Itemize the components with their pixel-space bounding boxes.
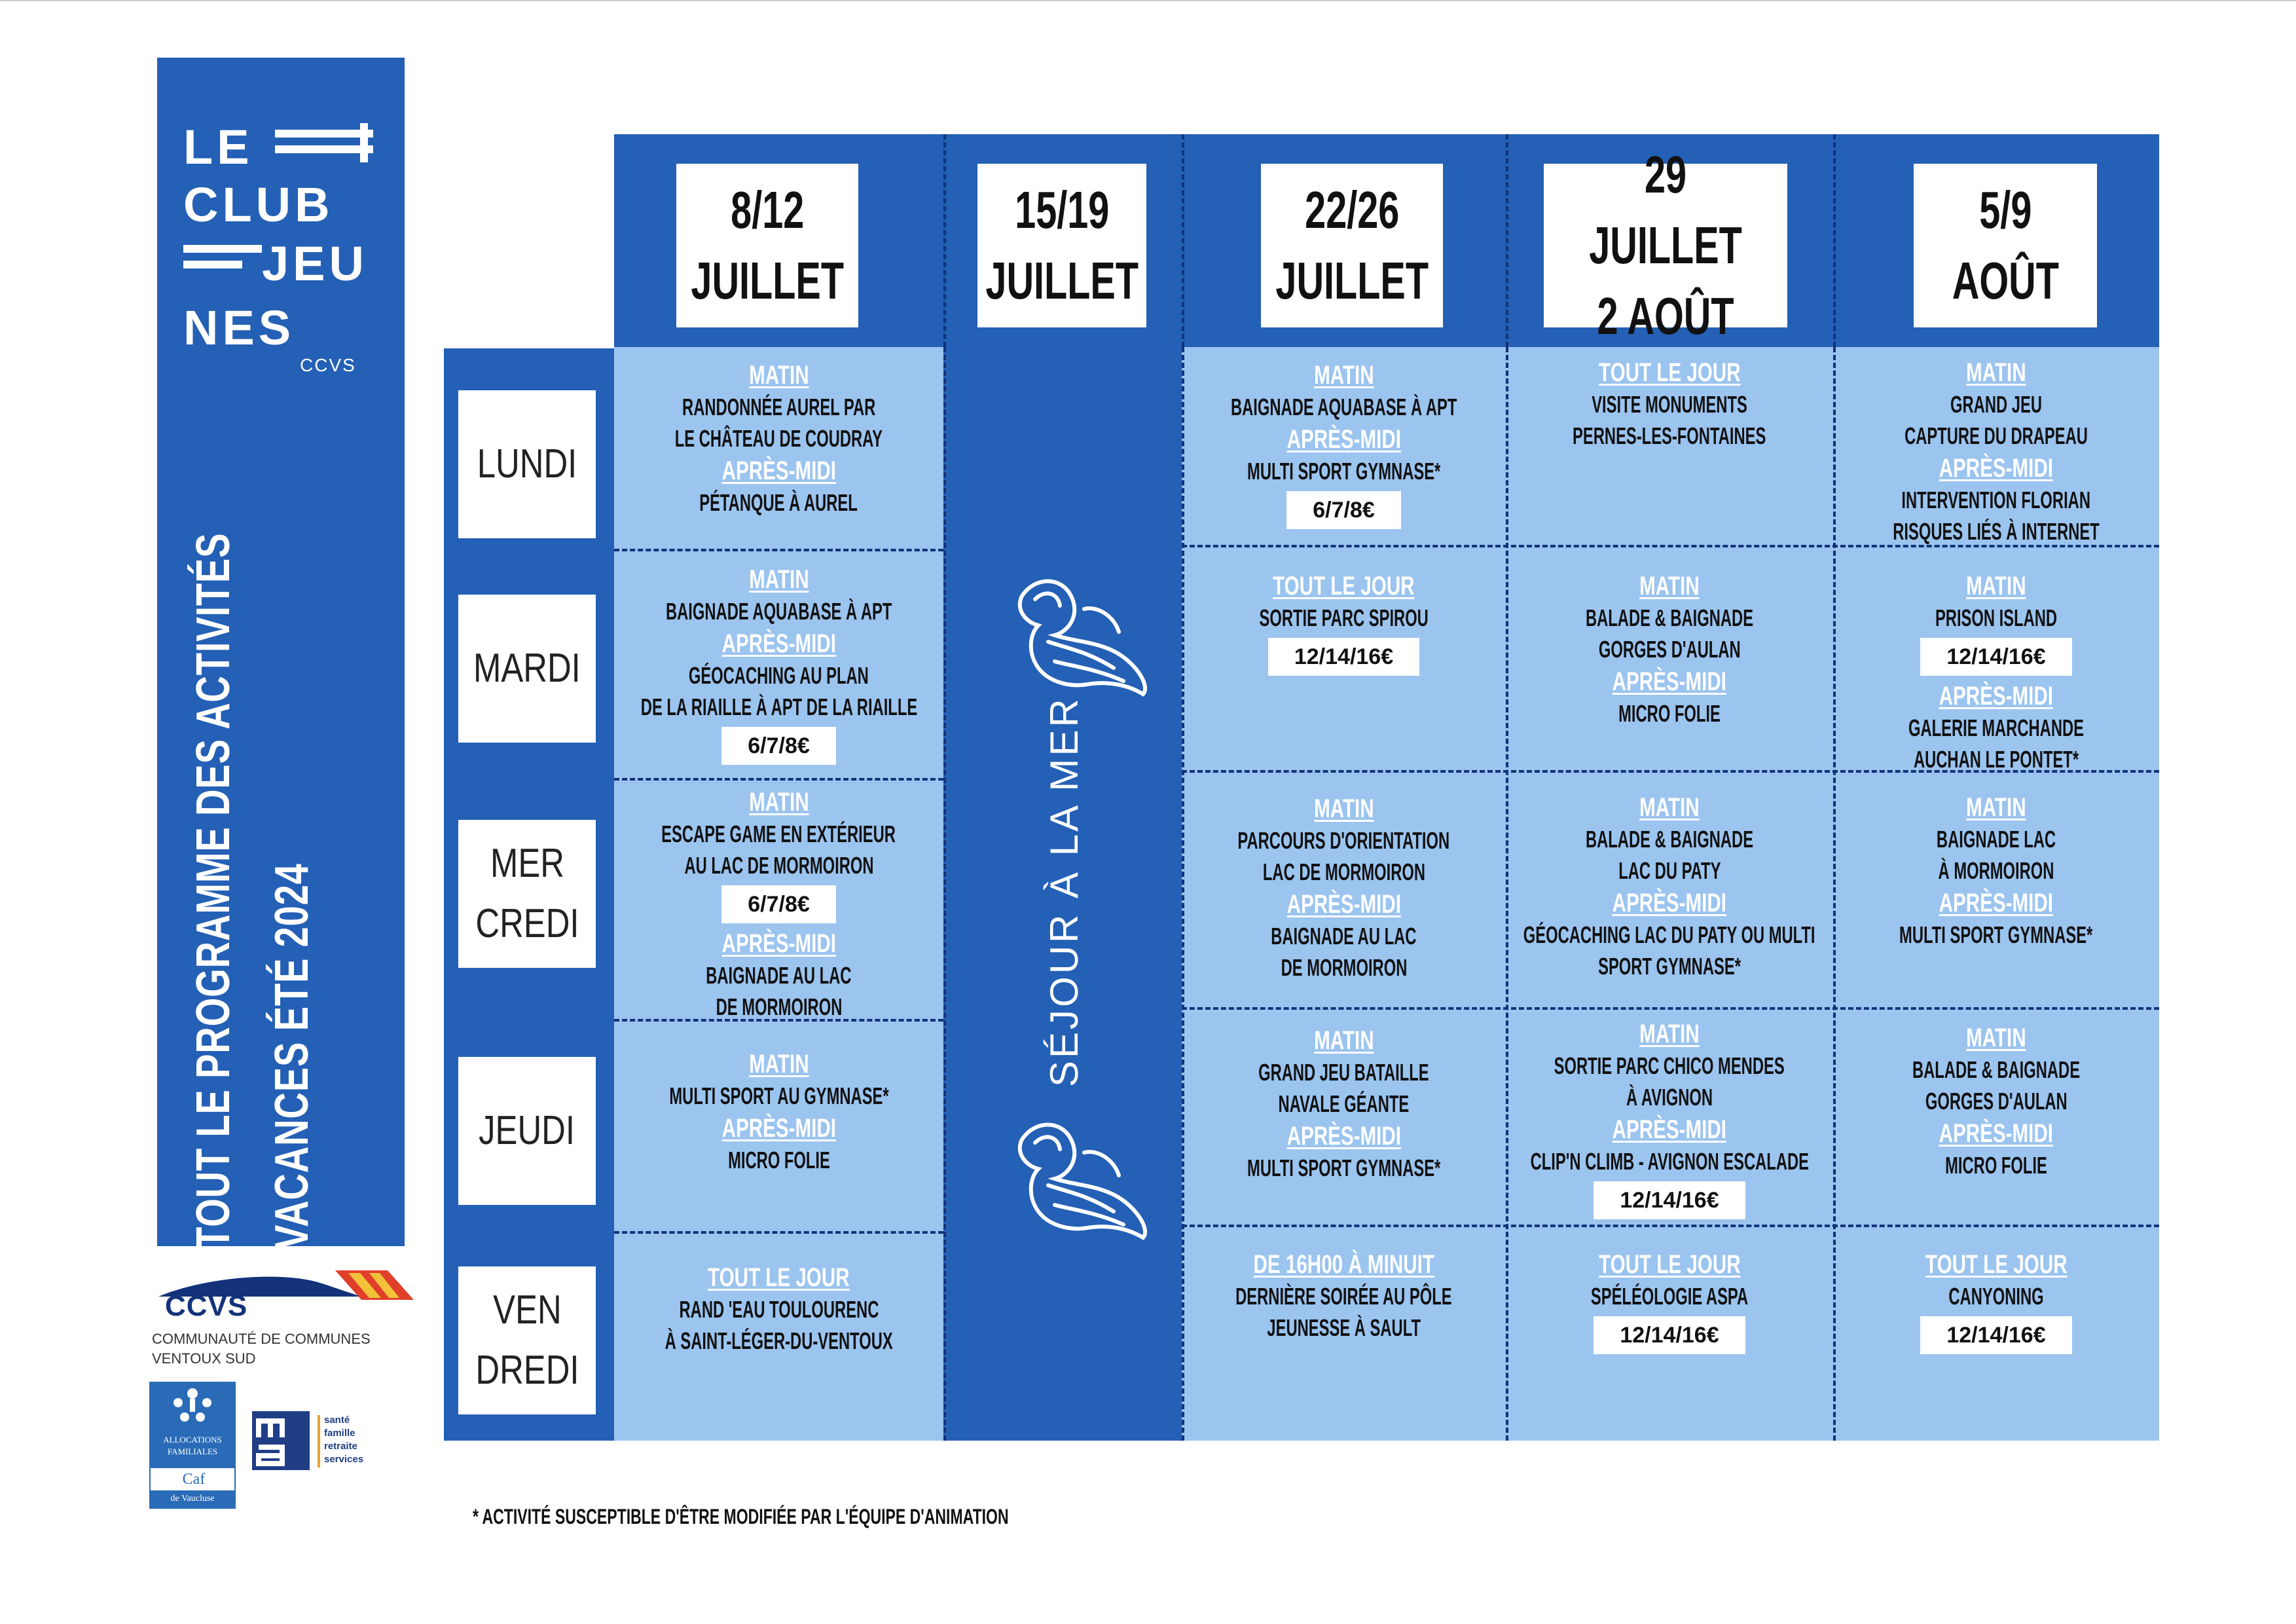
club-jeunes-logo [183, 120, 380, 375]
slot-label: MATIN [748, 361, 809, 390]
program-title [174, 398, 384, 1249]
caf-name: Caf [182, 1471, 206, 1488]
logo-line-1: LE [183, 120, 253, 174]
activity-text: CLIP'N CLIMB - AVIGNON ESCALADE [1530, 1148, 1809, 1175]
slot-label: APRÈS-MIDI [1939, 1119, 2054, 1148]
activity-text: BALADE & BAIGNADE [1912, 1056, 2081, 1083]
slot-label: MATIN [1313, 794, 1374, 823]
activity-text: RAND 'EAU TOULOURENC [679, 1296, 879, 1323]
activity-text: RANDONNÉE AUREL PAR [682, 394, 876, 420]
caf-region: de Vaucluse [170, 1494, 215, 1504]
activity-text: BAIGNADE AU LAC [1271, 923, 1417, 950]
cell-w5-friday [1833, 1248, 2159, 1358]
slot-label: MATIN [1313, 1026, 1374, 1055]
msa-logo [252, 1411, 383, 1477]
activity-text: PÉTANQUE À AUREL [699, 489, 858, 516]
grid-divider [1182, 1225, 2159, 1227]
slot-label: MATIN [1966, 793, 2026, 822]
grid-divider [943, 347, 946, 1441]
grid-divider [614, 549, 943, 551]
price-badge: 12/14/16€ [1594, 1181, 1745, 1219]
slot-label: APRÈS-MIDI [1286, 425, 1401, 454]
activity-text: DE MORMOIRON [1281, 954, 1407, 981]
footnote: * ACTIVITÉ SUSCEPTIBLE D'ÊTRE MODIFIÉE PAR L'ÉQUIPE D'ANIMATION [473, 1505, 1009, 1528]
activity-text: LAC DU PATY [1618, 857, 1721, 884]
slot-label: MATIN [1639, 572, 1700, 600]
day-wednesday [458, 820, 596, 968]
activity-text: MICRO FOLIE [1618, 700, 1721, 727]
ccvs-subtitle: COMMUNAUTÉ DE COMMUNES VENTOUX SUD [152, 1331, 371, 1367]
slot-label: APRÈS-MIDI [721, 1114, 836, 1143]
week-label: 22/26 JUILLET [1275, 181, 1429, 310]
day-label: MER CREDI [475, 841, 579, 946]
cell-w3-tuesday [1182, 570, 1506, 680]
activity-text: MULTI SPORT GYMNASE* [1247, 1154, 1441, 1181]
logo-line-2: CLUB [183, 177, 334, 232]
day-friday [458, 1266, 596, 1414]
day-label: MARDI [473, 646, 581, 691]
slot-label: MATIN [748, 565, 809, 594]
logo-bar [275, 145, 373, 153]
activity-text: ESCAPE GAME EN EXTÉRIEUR [661, 821, 896, 847]
activity-text: MULTI SPORT GYMNASE* [1899, 921, 2093, 948]
activity-text: BAIGNADE AQUABASE À APT [665, 598, 892, 625]
caf-mid [149, 1467, 236, 1492]
slot-label: MATIN [1639, 1020, 1700, 1048]
slot-label: DE 16H00 À MINUIT [1253, 1250, 1434, 1279]
activity-text: GRAND JEU [1950, 391, 2042, 418]
price-badge: 6/7/8€ [721, 885, 836, 923]
column-divider [1833, 134, 1836, 347]
activity-text: DE LA RIAILLE À APT DE LA RIAILLE [640, 693, 917, 720]
activity-text: VISITE MONUMENTS [1592, 391, 1747, 418]
grid-divider [1182, 1007, 2159, 1010]
sejour-column [943, 347, 1182, 1441]
cell-w4-tuesday [1506, 570, 1833, 729]
cell-w1-tuesday [614, 563, 943, 769]
logo-line-4: NES [183, 301, 295, 355]
price-badge: 12/14/16€ [1268, 638, 1419, 676]
cell-w3-wednesday [1182, 792, 1506, 984]
slot-label: APRÈS-MIDI [1286, 1122, 1401, 1151]
slot-label: MATIN [1639, 793, 1700, 822]
activity-text: BAIGNADE AU LAC [706, 962, 852, 989]
cell-w4-monday [1506, 356, 1833, 452]
logo-bar [275, 130, 373, 138]
caf-bottom [149, 1492, 236, 1509]
activity-text: AUCHAN LE PONTET* [1913, 746, 2079, 773]
slot-label: APRÈS-MIDI [1612, 889, 1727, 917]
price-badge: 6/7/8€ [721, 727, 836, 765]
slot-label: MATIN [1966, 358, 2026, 387]
slot-label: MATIN [748, 788, 809, 817]
price-badge: 12/14/16€ [1594, 1316, 1745, 1354]
activity-text: MICRO FOLIE [727, 1147, 830, 1173]
price-badge: 12/14/16€ [1920, 1316, 2071, 1354]
column-divider [1182, 134, 1184, 347]
activity-text: PRISON ISLAND [1935, 604, 2058, 631]
activity-text: CANYONING [1948, 1283, 2044, 1310]
msa-accent-bar [318, 1415, 320, 1467]
day-label: VEN DREDI [475, 1287, 579, 1393]
activity-text: À MORMOIRON [1938, 857, 2054, 884]
week-header-3 [1261, 164, 1443, 327]
slot-label: TOUT LE JOUR [1598, 358, 1741, 387]
grid-divider [614, 778, 943, 781]
activity-text: GORGES D'AULAN [1925, 1088, 2068, 1115]
msa-tagline: santé famille retraite services [324, 1414, 364, 1465]
activity-text: SORTIE PARC SPIROU [1259, 604, 1429, 631]
msa-mark-icon [252, 1411, 310, 1470]
slot-label: MATIN [748, 1050, 809, 1079]
slot-label: APRÈS-MIDI [1612, 1115, 1727, 1144]
activity-text: AU LAC DE MORMOIRON [683, 852, 874, 879]
activity-text: DERNIÈRE SOIRÉE AU PÔLE [1235, 1283, 1452, 1310]
week-label: 5/9 AOÛT [1952, 181, 2059, 310]
column-divider [943, 134, 946, 347]
day-thursday [458, 1057, 596, 1205]
top-border-line [0, 0, 2296, 1]
activity-text: NAVALE GÉANTE [1278, 1090, 1410, 1117]
side-banner [157, 58, 405, 1249]
activity-text: MULTI SPORT AU GYMNASE* [668, 1082, 889, 1109]
cell-w5-monday [1833, 356, 2159, 547]
activity-text: BAIGNADE LAC [1936, 826, 2056, 853]
seashell-icon [1009, 1113, 1159, 1244]
activity-text: LAC DE MORMOIRON [1262, 858, 1425, 885]
week-header-1 [676, 164, 858, 327]
caf-top [149, 1382, 236, 1467]
day-label: LUNDI [477, 441, 577, 487]
activity-text: INTERVENTION FLORIAN [1901, 487, 2091, 513]
activity-text: LE CHÂTEAU DE COUDRAY [674, 425, 883, 452]
day-tuesday [458, 595, 596, 743]
day-monday [458, 390, 596, 538]
activity-text: SPÉLÉOLOGIE ASPA [1590, 1283, 1749, 1310]
activity-text: À AVIGNON [1626, 1084, 1713, 1111]
caf-top-text: ALLOCATIONS FAMILIALES [163, 1435, 222, 1456]
cell-w5-tuesday [1833, 570, 2159, 775]
cell-w4-friday [1506, 1248, 1833, 1358]
cell-w3-friday [1182, 1248, 1506, 1344]
slot-label: MATIN [1966, 1024, 2026, 1052]
logo-ccvs-small: CCVS [300, 355, 356, 375]
logo-bar [183, 261, 242, 268]
weeks-header [614, 134, 2159, 347]
slot-label: APRÈS-MIDI [1939, 682, 2054, 710]
cell-w3-thursday [1182, 1024, 1506, 1184]
column-divider [1506, 134, 1508, 347]
activity-text: GORGES D'AULAN [1598, 636, 1741, 663]
slot-label: MATIN [1313, 361, 1374, 390]
price-badge: 12/14/16€ [1920, 638, 2071, 676]
week-label: 15/19 JUILLET [985, 181, 1139, 310]
week-label: 29 JUILLET 2 AOÛT [1589, 145, 1742, 345]
week-header-4 [1544, 145, 1787, 345]
logo-line-3: JEU [262, 236, 368, 291]
slot-label: MATIN [1966, 572, 2026, 600]
slot-label: APRÈS-MIDI [1939, 889, 2054, 917]
title-line-1: TOUT LE PROGRAMME DES ACTIVITÉS [187, 532, 240, 1249]
activity-text: SORTIE PARC CHICO MENDES [1554, 1052, 1785, 1079]
activity-text: GÉOCACHING LAC DU PATY OU MULTI [1523, 921, 1815, 948]
activity-text: JEUNESSE À SAULT [1267, 1314, 1421, 1341]
caf-logo [149, 1382, 236, 1509]
grid-divider [614, 1231, 943, 1234]
seashell-icon [1009, 570, 1159, 701]
activity-text: GRAND JEU BATAILLE [1258, 1059, 1429, 1086]
activity-text: MULTI SPORT GYMNASE* [1247, 458, 1441, 485]
price-badge: 6/7/8€ [1286, 491, 1401, 529]
week-header-2 [977, 164, 1146, 327]
activity-text: DE MORMOIRON [716, 993, 842, 1020]
slot-label: TOUT LE JOUR [1925, 1250, 2068, 1279]
slot-label: APRÈS-MIDI [1939, 454, 2054, 483]
slot-label: APRÈS-MIDI [721, 929, 836, 958]
activity-text: GÉOCACHING AU PLAN [688, 662, 869, 689]
title-line-2: VACANCES ÉTÉ 2024 [266, 863, 318, 1249]
activity-text: BALADE & BAIGNADE [1585, 826, 1754, 853]
activity-text: SPORT GYMNASE* [1598, 953, 1741, 980]
cell-w4-thursday [1506, 1018, 1833, 1223]
activity-text: GALERIE MARCHANDE [1908, 714, 2084, 741]
logo-bar [360, 123, 368, 162]
slot-label: TOUT LE JOUR [1598, 1250, 1741, 1279]
activity-text: BAIGNADE AQUABASE À APT [1230, 394, 1457, 420]
activity-text: RISQUES LIÉS À INTERNET [1893, 518, 2100, 545]
slot-label: APRÈS-MIDI [721, 456, 836, 485]
caf-family-icon [166, 1386, 219, 1431]
cell-w5-thursday [1833, 1022, 2159, 1181]
cell-w5-wednesday [1833, 791, 2159, 951]
activity-text: MICRO FOLIE [1945, 1152, 2047, 1179]
week-label: 8/12 JUILLET [691, 181, 844, 310]
slot-label: TOUT LE JOUR [708, 1263, 850, 1292]
activity-text: PERNES-LES-FONTAINES [1573, 422, 1766, 449]
activity-text: PARCOURS D'ORIENTATION [1237, 827, 1450, 854]
cell-w4-wednesday [1506, 791, 1833, 982]
days-column [444, 348, 614, 1441]
logo-bar [183, 245, 262, 253]
cell-w1-friday [614, 1261, 943, 1357]
cell-w1-monday [614, 359, 943, 519]
cell-w3-monday [1182, 359, 1506, 533]
ccvs-logo [152, 1264, 427, 1369]
cell-w1-thursday [614, 1048, 943, 1176]
day-label: JEUDI [479, 1108, 575, 1153]
activity-text: CAPTURE DU DRAPEAU [1904, 422, 2088, 449]
sejour-label: SÉJOUR À LA MER [1042, 696, 1086, 1087]
slot-label: APRÈS-MIDI [1286, 890, 1401, 919]
cell-w1-wednesday [614, 786, 943, 1023]
slot-label: APRÈS-MIDI [1612, 667, 1727, 696]
week-header-5 [1914, 164, 2097, 327]
activity-text: À SAINT-LÉGER-DU-VENTOUX [665, 1327, 893, 1354]
slot-label: APRÈS-MIDI [721, 629, 836, 658]
slot-label: TOUT LE JOUR [1273, 572, 1415, 600]
activity-text: BALADE & BAIGNADE [1585, 604, 1754, 631]
ccvs-name: CCVS [165, 1290, 248, 1322]
